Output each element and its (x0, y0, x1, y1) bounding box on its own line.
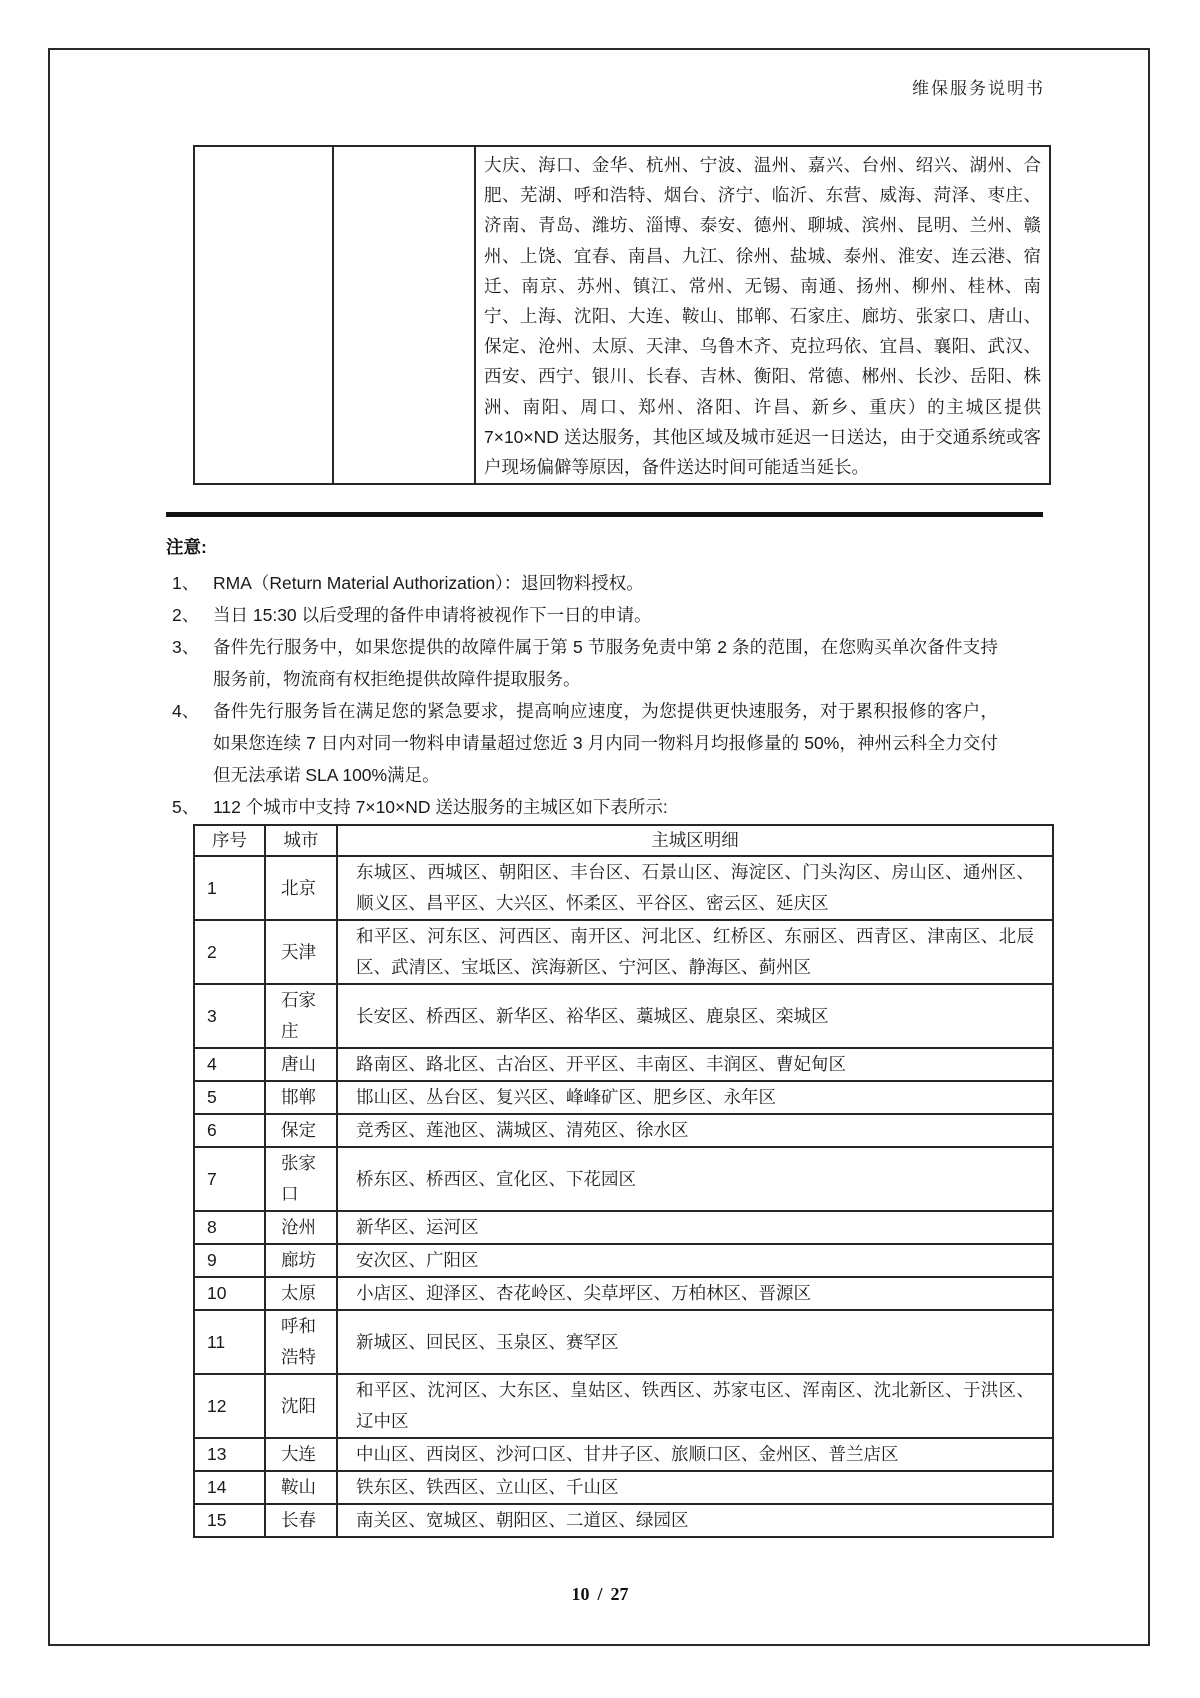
city-cell: 北京 (265, 856, 337, 920)
document-header-title: 维保服务说明书 (912, 79, 1045, 98)
notice-item-number: 5、 (172, 797, 200, 817)
table-row (194, 1048, 1053, 1081)
table-row (194, 1081, 1053, 1114)
row-number-cell: 7 (194, 1147, 265, 1211)
city-cell: 石家庄 (265, 984, 337, 1048)
districts-cell: 和平区、河东区、河西区、南开区、河北区、红桥区、东丽区、西青区、津南区、北辰区、武清区、宝坻区、滨海新区、宁河区、静海区、蓟州区 (337, 920, 1053, 984)
notice-heading: 注意: (166, 537, 207, 557)
notice-item-text: 备件先行服务中，如果您提供的故障件属于第 5 节服务免责中第 2 条的范围，在您购买单次备件支持服务前，物流商有权拒绝提供故障件提取服务。 (213, 637, 998, 689)
city-cell: 长春 (265, 1504, 337, 1537)
districts-cell: 东城区、西城区、朝阳区、丰台区、石景山区、海淀区、门头沟区、房山区、通州区、顺义区、昌平区、大兴区、怀柔区、平谷区、密云区、延庆区 (337, 856, 1053, 920)
top-table-city-list-cell: 大庆、海口、金华、杭州、宁波、温州、嘉兴、台州、绍兴、湖州、合肥、芜湖、呼和浩特、烟台、济宁、临沂、东营、威海、菏泽、枣庄、济南、青岛、潍坊、淄博、泰安、德州、聊城、滨州、昆明、兰州、赣州、上饶、宜春、南昌、九江、徐州、盐城、泰州、淮安、连云港、宿迁、南京、苏州、镇江、常州、无锡、南通、扬州、柳州、桂林、南宁、上海、沈阳、大连、鞍山、邯郸、石家庄、廊坊、张家口、唐山、保定、沧州、太原、天津、乌鲁木齐、克拉玛依、宜昌、襄阳、武汉、西安、西宁、银川、长春、吉林、衡阳、常德、郴州、长沙、岳阳、株洲、南阳、周口、郑州、洛阳、许昌、新乡、重庆）的主城区提供 7×10×ND 送达服务，其他区域及城市延迟一日送达，由于交通系统或客户现场偏僻等原因，备件送达时间可能适当延长。 (484, 155, 1041, 478)
districts-cell: 中山区、西岗区、沙河口区、甘井子区、旅顺口区、金州区、普兰店区 (337, 1438, 1053, 1471)
table-row (194, 1504, 1053, 1537)
header-cell-number: 序号 (194, 825, 265, 856)
districts-cell: 竞秀区、莲池区、满城区、清苑区、徐水区 (337, 1114, 1053, 1147)
notice-item (166, 695, 998, 791)
notice-item (166, 599, 998, 631)
notice-item (166, 631, 998, 695)
notice-list (166, 567, 998, 823)
districts-cell: 安次区、广阳区 (337, 1244, 1053, 1277)
header-cell-city: 城市 (265, 825, 337, 856)
row-number-cell: 4 (194, 1048, 265, 1081)
row-number-cell: 10 (194, 1277, 265, 1310)
row-number-cell: 13 (194, 1438, 265, 1471)
notice-item-text: 备件先行服务旨在满足您的紧急要求，提高响应速度，为您提供更快速服务，对于累积报修的客户，如果您连续 7 日内对同一物料申请量超过您近 3 月内同一物料月均报修量的 50%，神州云科全力交付但无法承诺 SLA 100%满足。 (213, 701, 998, 785)
notice-item-number: 2、 (172, 605, 200, 625)
row-number-cell: 12 (194, 1374, 265, 1438)
city-cell: 保定 (265, 1114, 337, 1147)
row-number-cell: 5 (194, 1081, 265, 1114)
city-cell: 邯郸 (265, 1081, 337, 1114)
city-cell: 廊坊 (265, 1244, 337, 1277)
row-number-cell: 11 (194, 1310, 265, 1374)
districts-cell: 铁东区、铁西区、立山区、千山区 (337, 1471, 1053, 1504)
page-number-separator: / (597, 1584, 603, 1604)
notice-item (166, 791, 998, 823)
row-number-cell: 15 (194, 1504, 265, 1537)
row-number-cell: 9 (194, 1244, 265, 1277)
section-divider-line (166, 512, 1043, 517)
table-row (194, 1471, 1053, 1504)
city-cell: 唐山 (265, 1048, 337, 1081)
notice-item-text: 当日 15:30 以后受理的备件申请将被视作下一日的申请。 (213, 605, 652, 625)
notice-item-text: RMA（Return Material Authorization）：退回物料授权。 (213, 573, 644, 593)
districts-cell: 邯山区、丛台区、复兴区、峰峰矿区、肥乡区、永年区 (337, 1081, 1053, 1114)
districts-cell: 新城区、回民区、玉泉区、赛罕区 (337, 1310, 1053, 1374)
districts-cell: 桥东区、桥西区、宣化区、下花园区 (337, 1147, 1053, 1211)
table-row (194, 984, 1053, 1048)
table-row (194, 1438, 1053, 1471)
page-number-total: 27 (610, 1584, 629, 1604)
city-districts-table (193, 824, 1054, 1538)
table-row (194, 1114, 1053, 1147)
top-table-empty-cell-2 (334, 147, 476, 483)
table-header-row (194, 825, 1053, 856)
header-cell-districts: 主城区明细 (337, 825, 1053, 856)
table-row (194, 1211, 1053, 1244)
districts-cell: 和平区、沈河区、大东区、皇姑区、铁西区、苏家屯区、浑南区、沈北新区、于洪区、辽中区 (337, 1374, 1053, 1438)
notice-item-text: 112 个城市中支持 7×10×ND 送达服务的主城区如下表所示: (213, 797, 668, 817)
row-number-cell: 3 (194, 984, 265, 1048)
city-cell: 太原 (265, 1277, 337, 1310)
notice-section (166, 536, 998, 823)
districts-cell: 新华区、运河区 (337, 1211, 1053, 1244)
page-number-current: 10 (571, 1584, 590, 1604)
city-cell: 呼和浩特 (265, 1310, 337, 1374)
row-number-cell: 1 (194, 856, 265, 920)
districts-cell: 长安区、桥西区、新华区、裕华区、藁城区、鹿泉区、栾城区 (337, 984, 1053, 1048)
row-number-cell: 8 (194, 1211, 265, 1244)
districts-cell: 南关区、宽城区、朝阳区、二道区、绿园区 (337, 1504, 1053, 1537)
table-row (194, 856, 1053, 920)
table-row (194, 1277, 1053, 1310)
row-number-cell: 6 (194, 1114, 265, 1147)
city-cell: 张家口 (265, 1147, 337, 1211)
top-table-empty-cell-1 (195, 147, 334, 483)
districts-cell: 路南区、路北区、古冶区、开平区、丰南区、丰润区、曹妃甸区 (337, 1048, 1053, 1081)
spare-parts-delivery-continued-table (193, 145, 1051, 485)
table-row (194, 1310, 1053, 1374)
row-number-cell: 14 (194, 1471, 265, 1504)
table-row (194, 1244, 1053, 1277)
city-cell: 鞍山 (265, 1471, 337, 1504)
city-cell: 沈阳 (265, 1374, 337, 1438)
notice-item-number: 3、 (172, 637, 200, 657)
districts-cell: 小店区、迎泽区、杏花岭区、尖草坪区、万柏林区、晋源区 (337, 1277, 1053, 1310)
table-row (194, 1374, 1053, 1438)
table-row (194, 920, 1053, 984)
notice-item-number: 4、 (172, 701, 200, 721)
notice-item-number: 1、 (172, 573, 200, 593)
row-number-cell: 2 (194, 920, 265, 984)
page-number (0, 1584, 1200, 1605)
notice-item (166, 567, 998, 599)
city-cell: 沧州 (265, 1211, 337, 1244)
city-cell: 大连 (265, 1438, 337, 1471)
table-row (194, 1147, 1053, 1211)
city-cell: 天津 (265, 920, 337, 984)
